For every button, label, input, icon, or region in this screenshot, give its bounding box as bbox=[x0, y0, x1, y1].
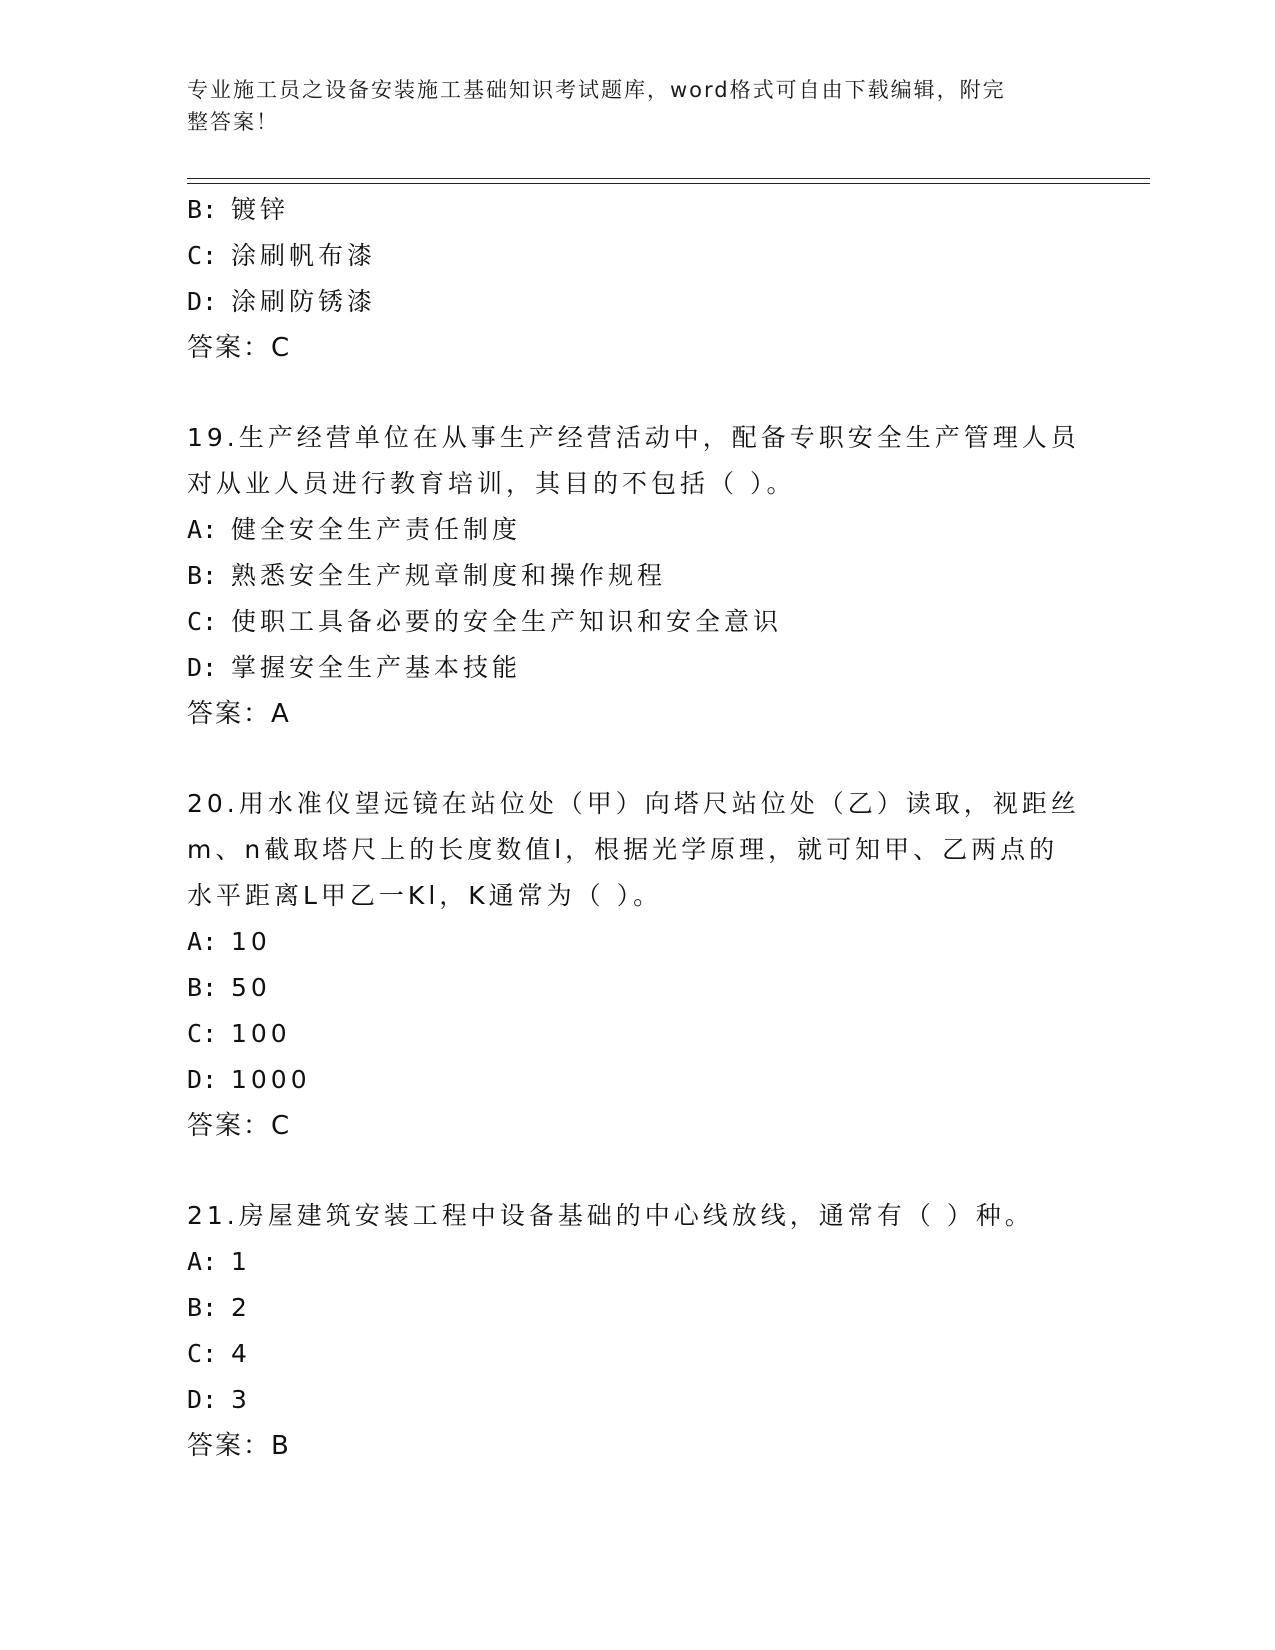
option-key: A: bbox=[187, 927, 218, 956]
option-text: 4 bbox=[231, 1339, 251, 1368]
option-key: A: bbox=[187, 515, 218, 544]
option-b bbox=[187, 1285, 1087, 1331]
question-20 bbox=[187, 781, 1087, 1149]
option-text: 使职工具备必要的安全生产知识和安全意识 bbox=[231, 607, 783, 636]
option-text: 3 bbox=[231, 1385, 251, 1414]
option-d bbox=[187, 1377, 1087, 1423]
question-content bbox=[187, 187, 1087, 1469]
question-stem-line: 21.房屋建筑安装工程中设备基础的中心线放线，通常有（ ）种。 bbox=[187, 1201, 1034, 1230]
option-key: B: bbox=[187, 1293, 218, 1322]
question-stem-line: 对从业人员进行教育培训，其目的不包括（ ）。 bbox=[187, 469, 796, 498]
answer-line: 答案：C bbox=[187, 333, 292, 363]
option-a bbox=[187, 507, 1087, 553]
option-key: D: bbox=[187, 653, 218, 682]
option-key: C: bbox=[187, 607, 218, 636]
question-stem-line: m、n截取塔尺上的长度数值l，根据光学原理，就可知甲、乙两点的 bbox=[187, 835, 1059, 864]
header-line-1: 专业施工员之设备安装施工基础知识考试题库，word格式可自由下载编辑，附完 bbox=[187, 78, 1006, 102]
option-text: 1000 bbox=[231, 1065, 311, 1094]
header-divider-bottom bbox=[187, 183, 1150, 184]
option-d bbox=[187, 279, 1087, 325]
option-key: B: bbox=[187, 561, 218, 590]
answer-line: 答案：C bbox=[187, 1111, 292, 1141]
option-text: 涂刷防锈漆 bbox=[231, 287, 377, 316]
option-text: 10 bbox=[231, 927, 271, 956]
option-key: D: bbox=[187, 287, 218, 316]
option-key: B: bbox=[187, 195, 218, 224]
option-key: B: bbox=[187, 973, 218, 1002]
question-19 bbox=[187, 415, 1087, 737]
header-divider-top bbox=[187, 178, 1150, 179]
header-line-2: 整答案！ bbox=[187, 110, 279, 134]
question-stem-line: 20.用水准仪望远镜在站位处（甲）向塔尺站位处（乙）读取，视距丝 bbox=[187, 789, 1080, 818]
option-c bbox=[187, 1331, 1087, 1377]
option-d bbox=[187, 645, 1087, 691]
option-text: 掌握安全生产基本技能 bbox=[231, 653, 522, 682]
question-stem-line: 19.生产经营单位在从事生产经营活动中，配备专职安全生产管理人员 bbox=[187, 423, 1080, 452]
option-text: 熟悉安全生产规章制度和操作规程 bbox=[231, 561, 667, 590]
option-key: D: bbox=[187, 1385, 218, 1414]
option-c bbox=[187, 1011, 1087, 1057]
option-key: C: bbox=[187, 1019, 218, 1048]
option-b bbox=[187, 187, 1087, 233]
option-b bbox=[187, 553, 1087, 599]
option-text: 涂刷帆布漆 bbox=[231, 241, 377, 270]
option-b bbox=[187, 965, 1087, 1011]
document-header bbox=[187, 74, 1067, 138]
answer-line: 答案：A bbox=[187, 699, 291, 729]
option-text: 镀锌 bbox=[231, 195, 290, 224]
option-c bbox=[187, 599, 1087, 645]
option-text: 100 bbox=[231, 1019, 291, 1048]
question-21 bbox=[187, 1193, 1087, 1469]
option-key: C: bbox=[187, 1339, 218, 1368]
option-text: 健全安全生产责任制度 bbox=[231, 515, 522, 544]
option-text: 50 bbox=[231, 973, 271, 1002]
option-text: 2 bbox=[231, 1293, 251, 1322]
question-stem-line: 水平距离L甲乙一Kl，K通常为（ ）。 bbox=[187, 881, 663, 910]
option-key: A: bbox=[187, 1247, 218, 1276]
option-key: C: bbox=[187, 241, 218, 270]
option-a bbox=[187, 1239, 1087, 1285]
option-key: D: bbox=[187, 1065, 218, 1094]
option-text: 1 bbox=[231, 1247, 251, 1276]
answer-line: 答案：B bbox=[187, 1431, 291, 1461]
option-d bbox=[187, 1057, 1087, 1103]
question-18-tail bbox=[187, 187, 1087, 371]
option-c bbox=[187, 233, 1087, 279]
option-a bbox=[187, 919, 1087, 965]
